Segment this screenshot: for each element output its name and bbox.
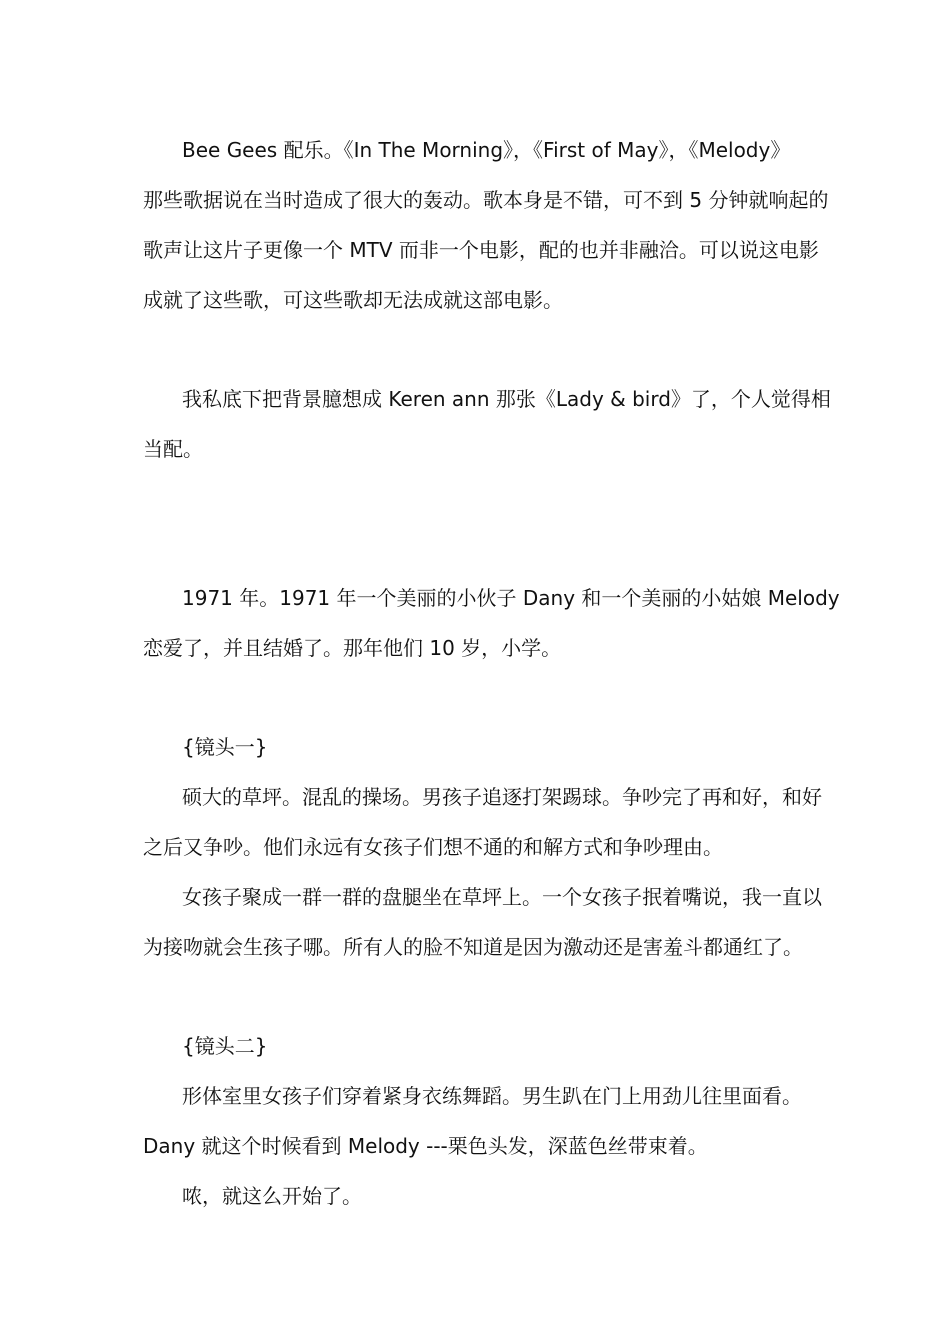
text-line: 那些歌据说在当时造成了很大的轰动。歌本身是不错，可不到 5 分钟就响起的 (143, 188, 829, 212)
text-line: Bee Gees 配乐。《In The Morning》，《First of May》，《Melody》 (182, 138, 791, 162)
text-line: Dany 就这个时候看到 Melody ---栗色头发，深蓝色丝带束着。 (143, 1134, 708, 1158)
text-line: 之后又争吵。他们永远有女孩子们想不通的和解方式和争吵理由。 (143, 835, 723, 859)
text-line: 当配。 (143, 437, 203, 461)
text-line: 形体室里女孩子们穿着紧身衣练舞蹈。男生趴在门上用劲儿往里面看。 (182, 1084, 802, 1108)
text-line: 为接吻就会生孩子哪。所有人的脸不知道是因为激动还是害羞斗都通红了。 (143, 935, 803, 959)
text-line: 硕大的草坪。混乱的操场。男孩子追逐打架踢球。争吵完了再和好，和好 (182, 785, 822, 809)
text-line: 成就了这些歌，可这些歌却无法成就这部电影。 (143, 288, 563, 312)
scene-heading-text: {镜头二} (182, 1034, 268, 1058)
text-line: 1971 年。1971 年一个美丽的小伙子 Dany 和一个美丽的小姑娘 Melody (182, 586, 840, 610)
scene-heading-text: {镜头一} (182, 735, 268, 759)
text-line: 哝，就这么开始了。 (182, 1184, 362, 1208)
text-line: 恋爱了，并且结婚了。那年他们 10 岁，小学。 (143, 636, 562, 660)
text-line: 我私底下把背景臆想成 Keren ann 那张《Lady & bird》了，个人觉得相 (182, 387, 831, 411)
text-line: 女孩子聚成一群一群的盘腿坐在草坪上。一个女孩子抿着嘴说，我一直以 (182, 885, 822, 909)
text-line: 歌声让这片子更像一个 MTV 而非一个电影，配的也并非融洽。可以说这电影 (143, 238, 819, 262)
